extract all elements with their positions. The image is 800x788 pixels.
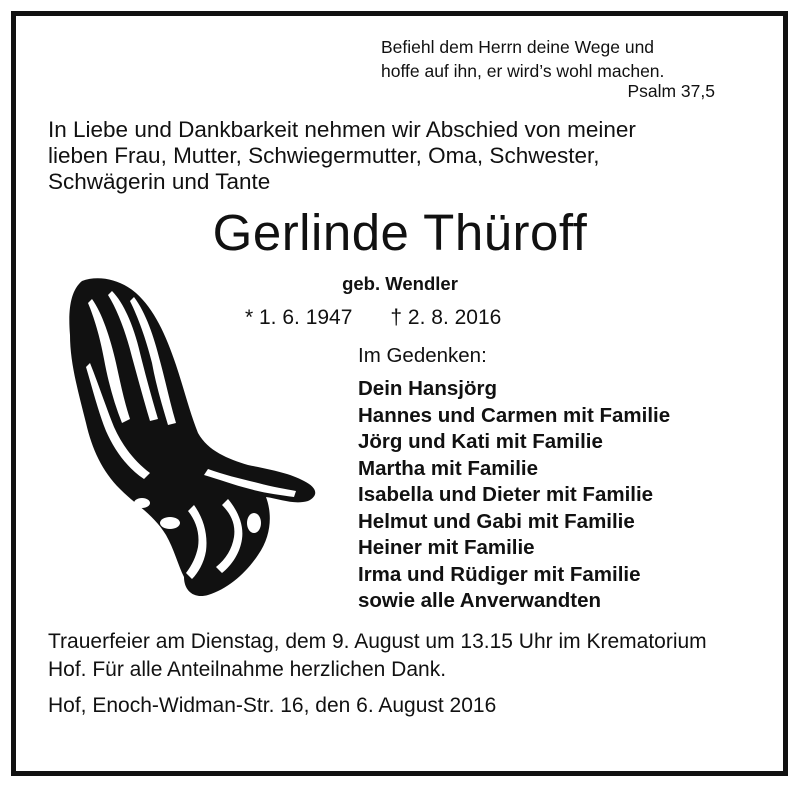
mourners-list <box>358 376 670 615</box>
verse-line: Befiehl dem Herrn deine Wege und <box>381 37 655 57</box>
death-date: † 2. 8. 2016 <box>390 306 502 329</box>
mourners-heading: Im Gedenken: <box>358 344 487 367</box>
mourner-entry: Heiner mit Familie <box>358 536 535 559</box>
address-date-line: Hof, Enoch-Widman-Str. 16, den 6. August 2016 <box>48 694 497 717</box>
birth-date: * 1. 6. 1947 <box>245 306 353 329</box>
praying-hands-image <box>58 273 323 603</box>
intro-text: In Liebe und Dankbarkeit nehmen wir Abschied von meiner lieben Frau, Mutter, Schwiegermutter, Oma, Schwester, Schwägerin und Tante <box>48 117 636 194</box>
birth-name: geb. Wendler <box>342 273 458 294</box>
mourner-entry: Irma und Rüdiger mit Familie <box>358 562 641 586</box>
mourner-entry: Dein Hansjörg <box>358 377 497 400</box>
mourner-entry: Jörg und Kati mit Familie <box>358 430 603 453</box>
mourner-entry: Martha mit Familie <box>358 456 538 480</box>
deceased-name: Gerlinde Thüroff <box>212 204 588 261</box>
verse-line: hoffe auf ihn, er wird’s wohl machen. <box>381 61 665 81</box>
mourner-entry: Hannes und Carmen mit Familie <box>358 403 671 427</box>
bible-verse <box>381 35 711 83</box>
mourner-entry: Isabella und Dieter mit Familie <box>358 483 654 506</box>
mourner-entry: sowie alle Anverwandten <box>358 589 602 612</box>
verse-reference: Psalm 37,5 <box>627 81 715 101</box>
funeral-service-info: Trauerfeier am Dienstag, dem 9. August um 13.15 Uhr im Krematorium Hof. Für alle Anteilnahme herzlichen Dank. <box>48 630 707 681</box>
mourner-entry: Helmut und Gabi mit Familie <box>358 509 635 533</box>
